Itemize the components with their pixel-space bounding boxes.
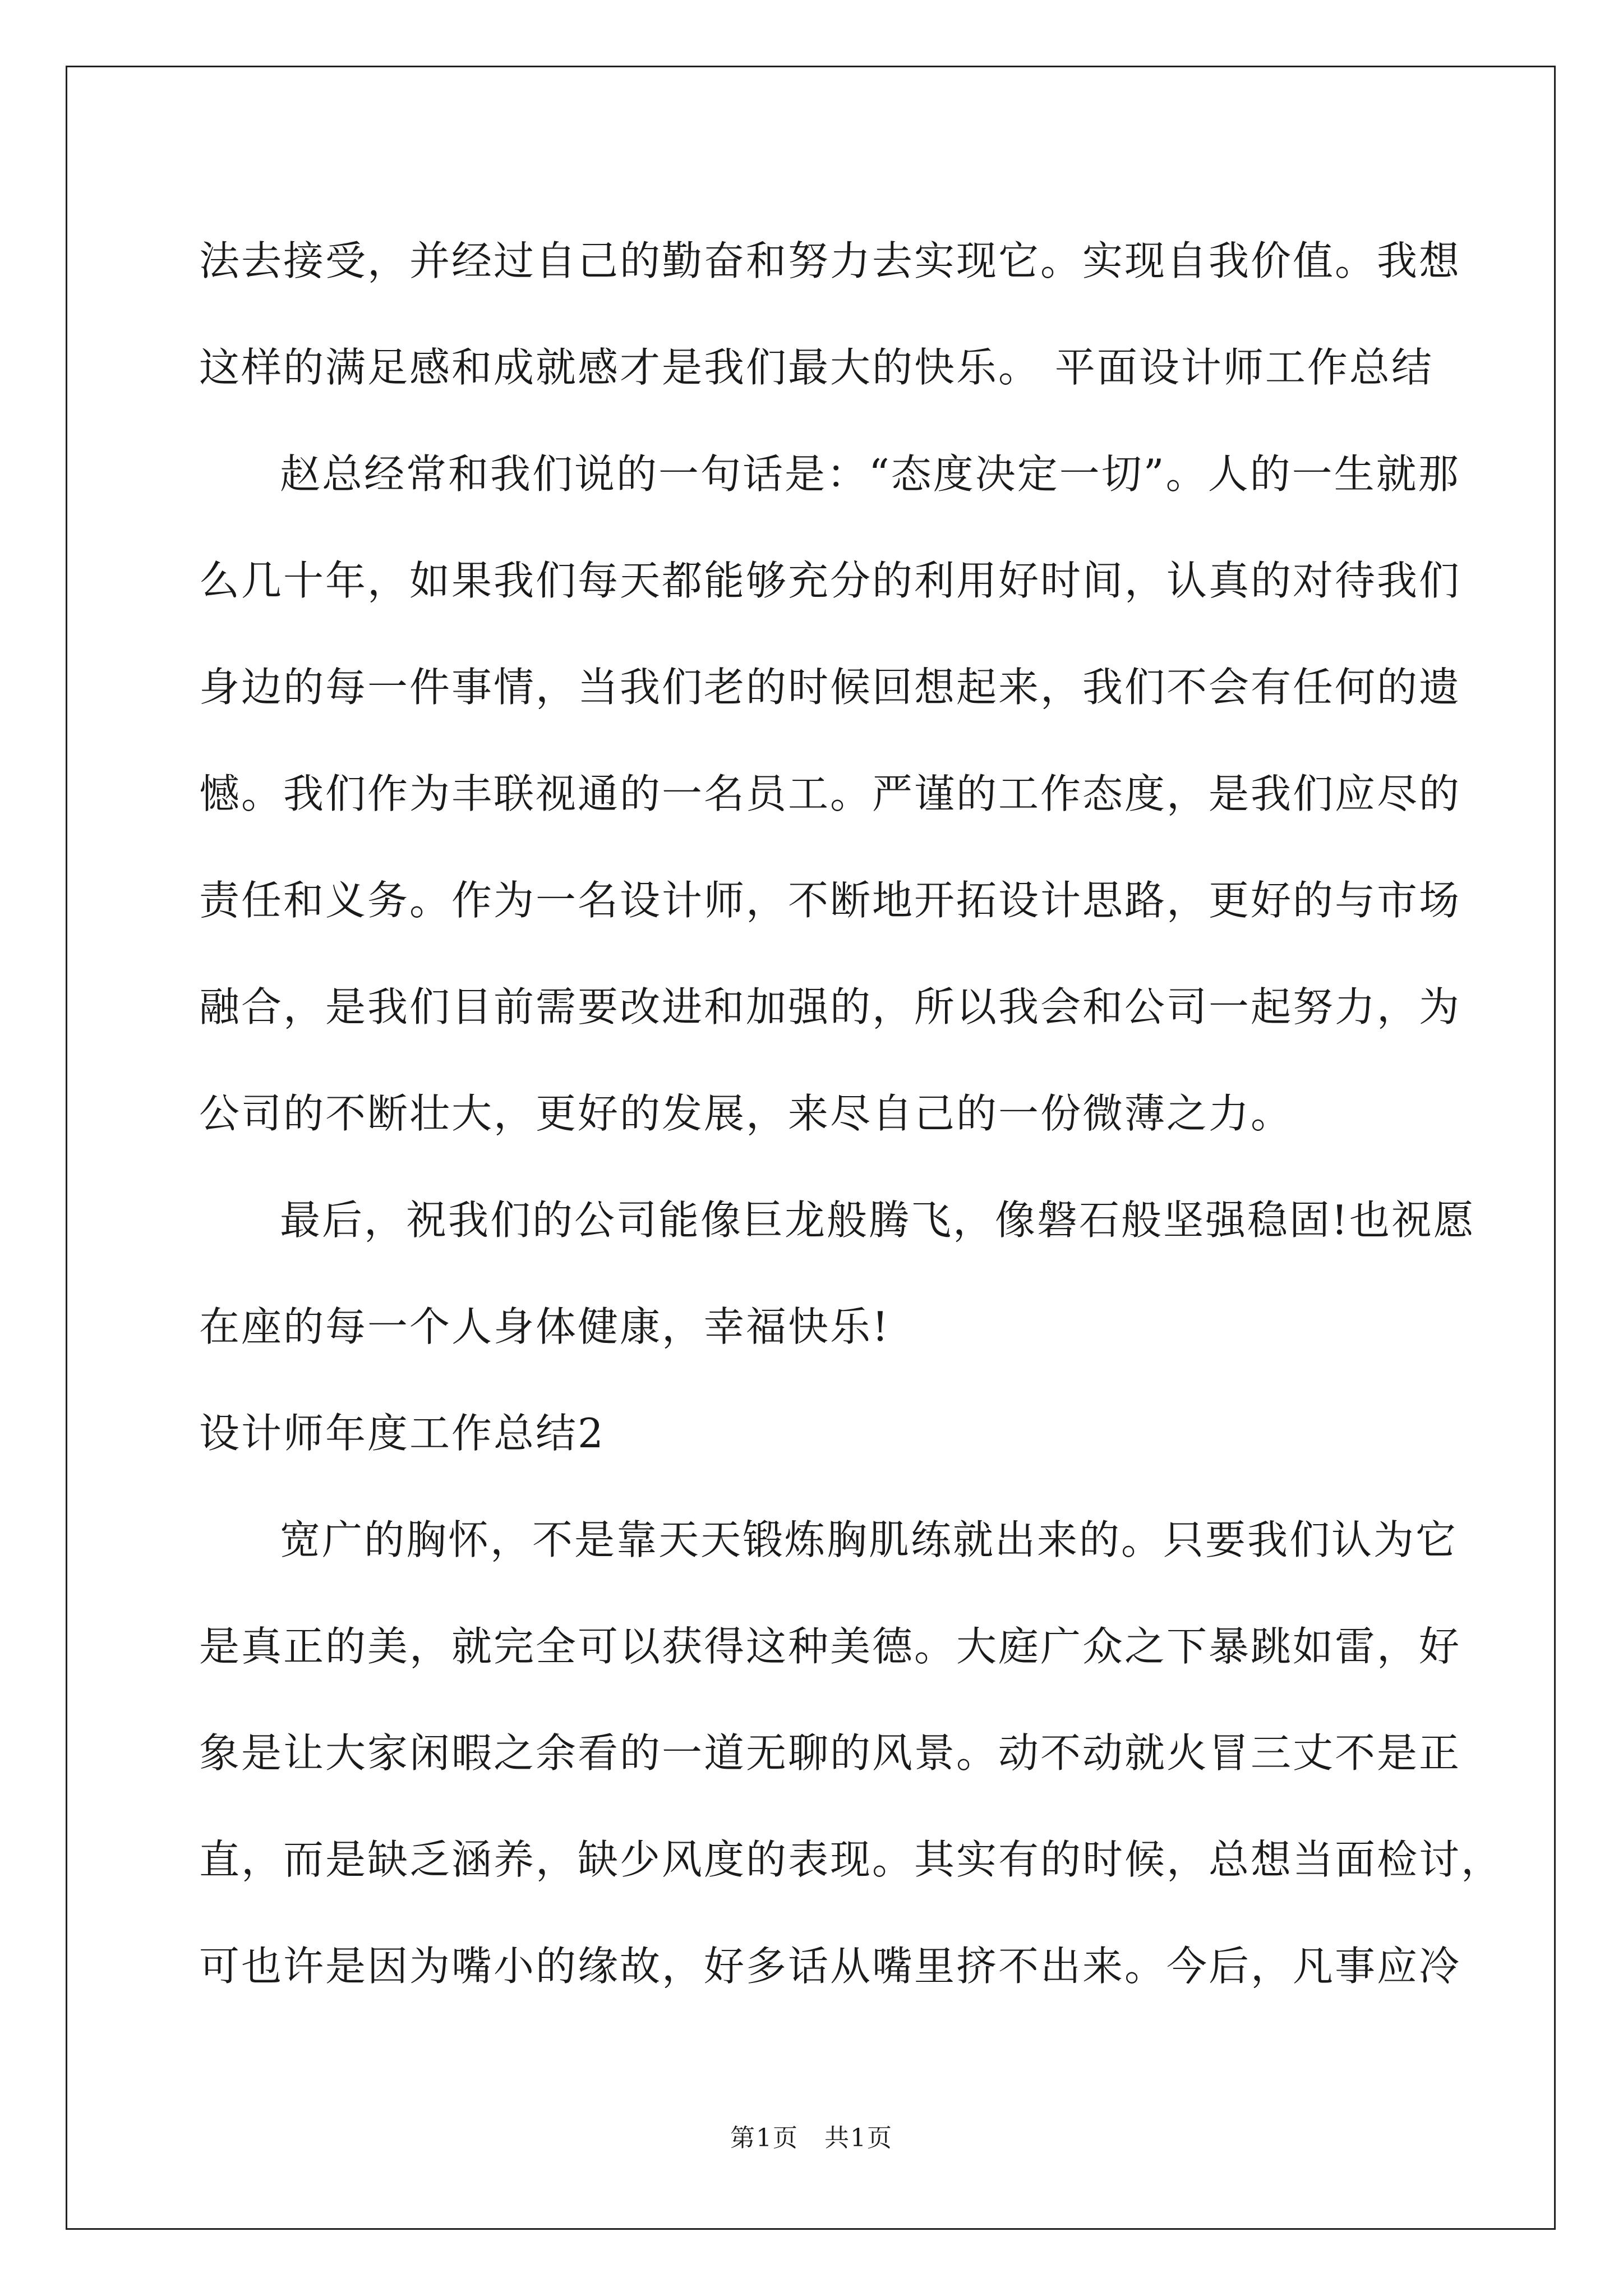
- paragraph-line: 可也许是因为嘴小的缘故，好多话从嘴里挤不出来。今后，凡事应冷: [199, 1943, 1461, 1990]
- paragraph-line: 憾。我们作为丰联视通的一名员工。严谨的工作态度，是我们应尽的: [199, 770, 1461, 817]
- paragraph-line: 么几十年，如果我们每天都能够充分的利用好时间，认真的对待我们: [199, 557, 1461, 604]
- paragraph-line: 宽广的胸怀，不是靠天天锻炼胸肌练就出来的。只要我们认为它: [280, 1516, 1458, 1563]
- paragraph-line: 身边的每一件事情，当我们老的时候回想起来，我们不会有任何的遗: [199, 664, 1461, 711]
- paragraph-line: 象是让大家闲暇之余看的一道无聊的风景。动不动就火冒三丈不是正: [199, 1729, 1461, 1777]
- paragraph-line: 责任和义务。作为一名设计师，不断地开拓设计思路，更好的与市场: [199, 877, 1461, 924]
- paragraph-line: 法去接受，并经过自己的勤奋和努力去实现它。实现自我价值。我想: [199, 237, 1461, 284]
- paragraph-line: 在座的每一个人身体健康，幸福快乐!: [199, 1303, 890, 1350]
- section-heading: 设计师年度工作总结2: [199, 1410, 605, 1457]
- paragraph-line: 公司的不断壮大，更好的发展，来尽自己的一份微薄之力。: [199, 1090, 1293, 1137]
- page-footer: 第1页 共1页: [730, 2124, 893, 2152]
- paragraph-line: 融合，是我们目前需要改进和加强的，所以我会和公司一起努力，为: [199, 983, 1461, 1030]
- document-body: [199, 208, 1504, 2019]
- paragraph-line: 最后，祝我们的公司能像巨龙般腾飞，像磐石般坚强稳固!也祝愿: [280, 1197, 1476, 1244]
- paragraph-line: 是真正的美，就完全可以获得这种美德。大庭广众之下暴跳如雷，好: [199, 1623, 1461, 1670]
- paragraph-line: 直，而是缺乏涵养，缺少风度的表现。其实有的时候，总想当面检讨，: [199, 1836, 1504, 1883]
- paragraph-line: 这样的满足感和成就感才是我们最大的快乐。 平面设计师工作总结: [199, 344, 1433, 391]
- paragraph-line: 赵总经常和我们说的一句话是：“态度决定一切”。人的一生就那: [280, 450, 1460, 498]
